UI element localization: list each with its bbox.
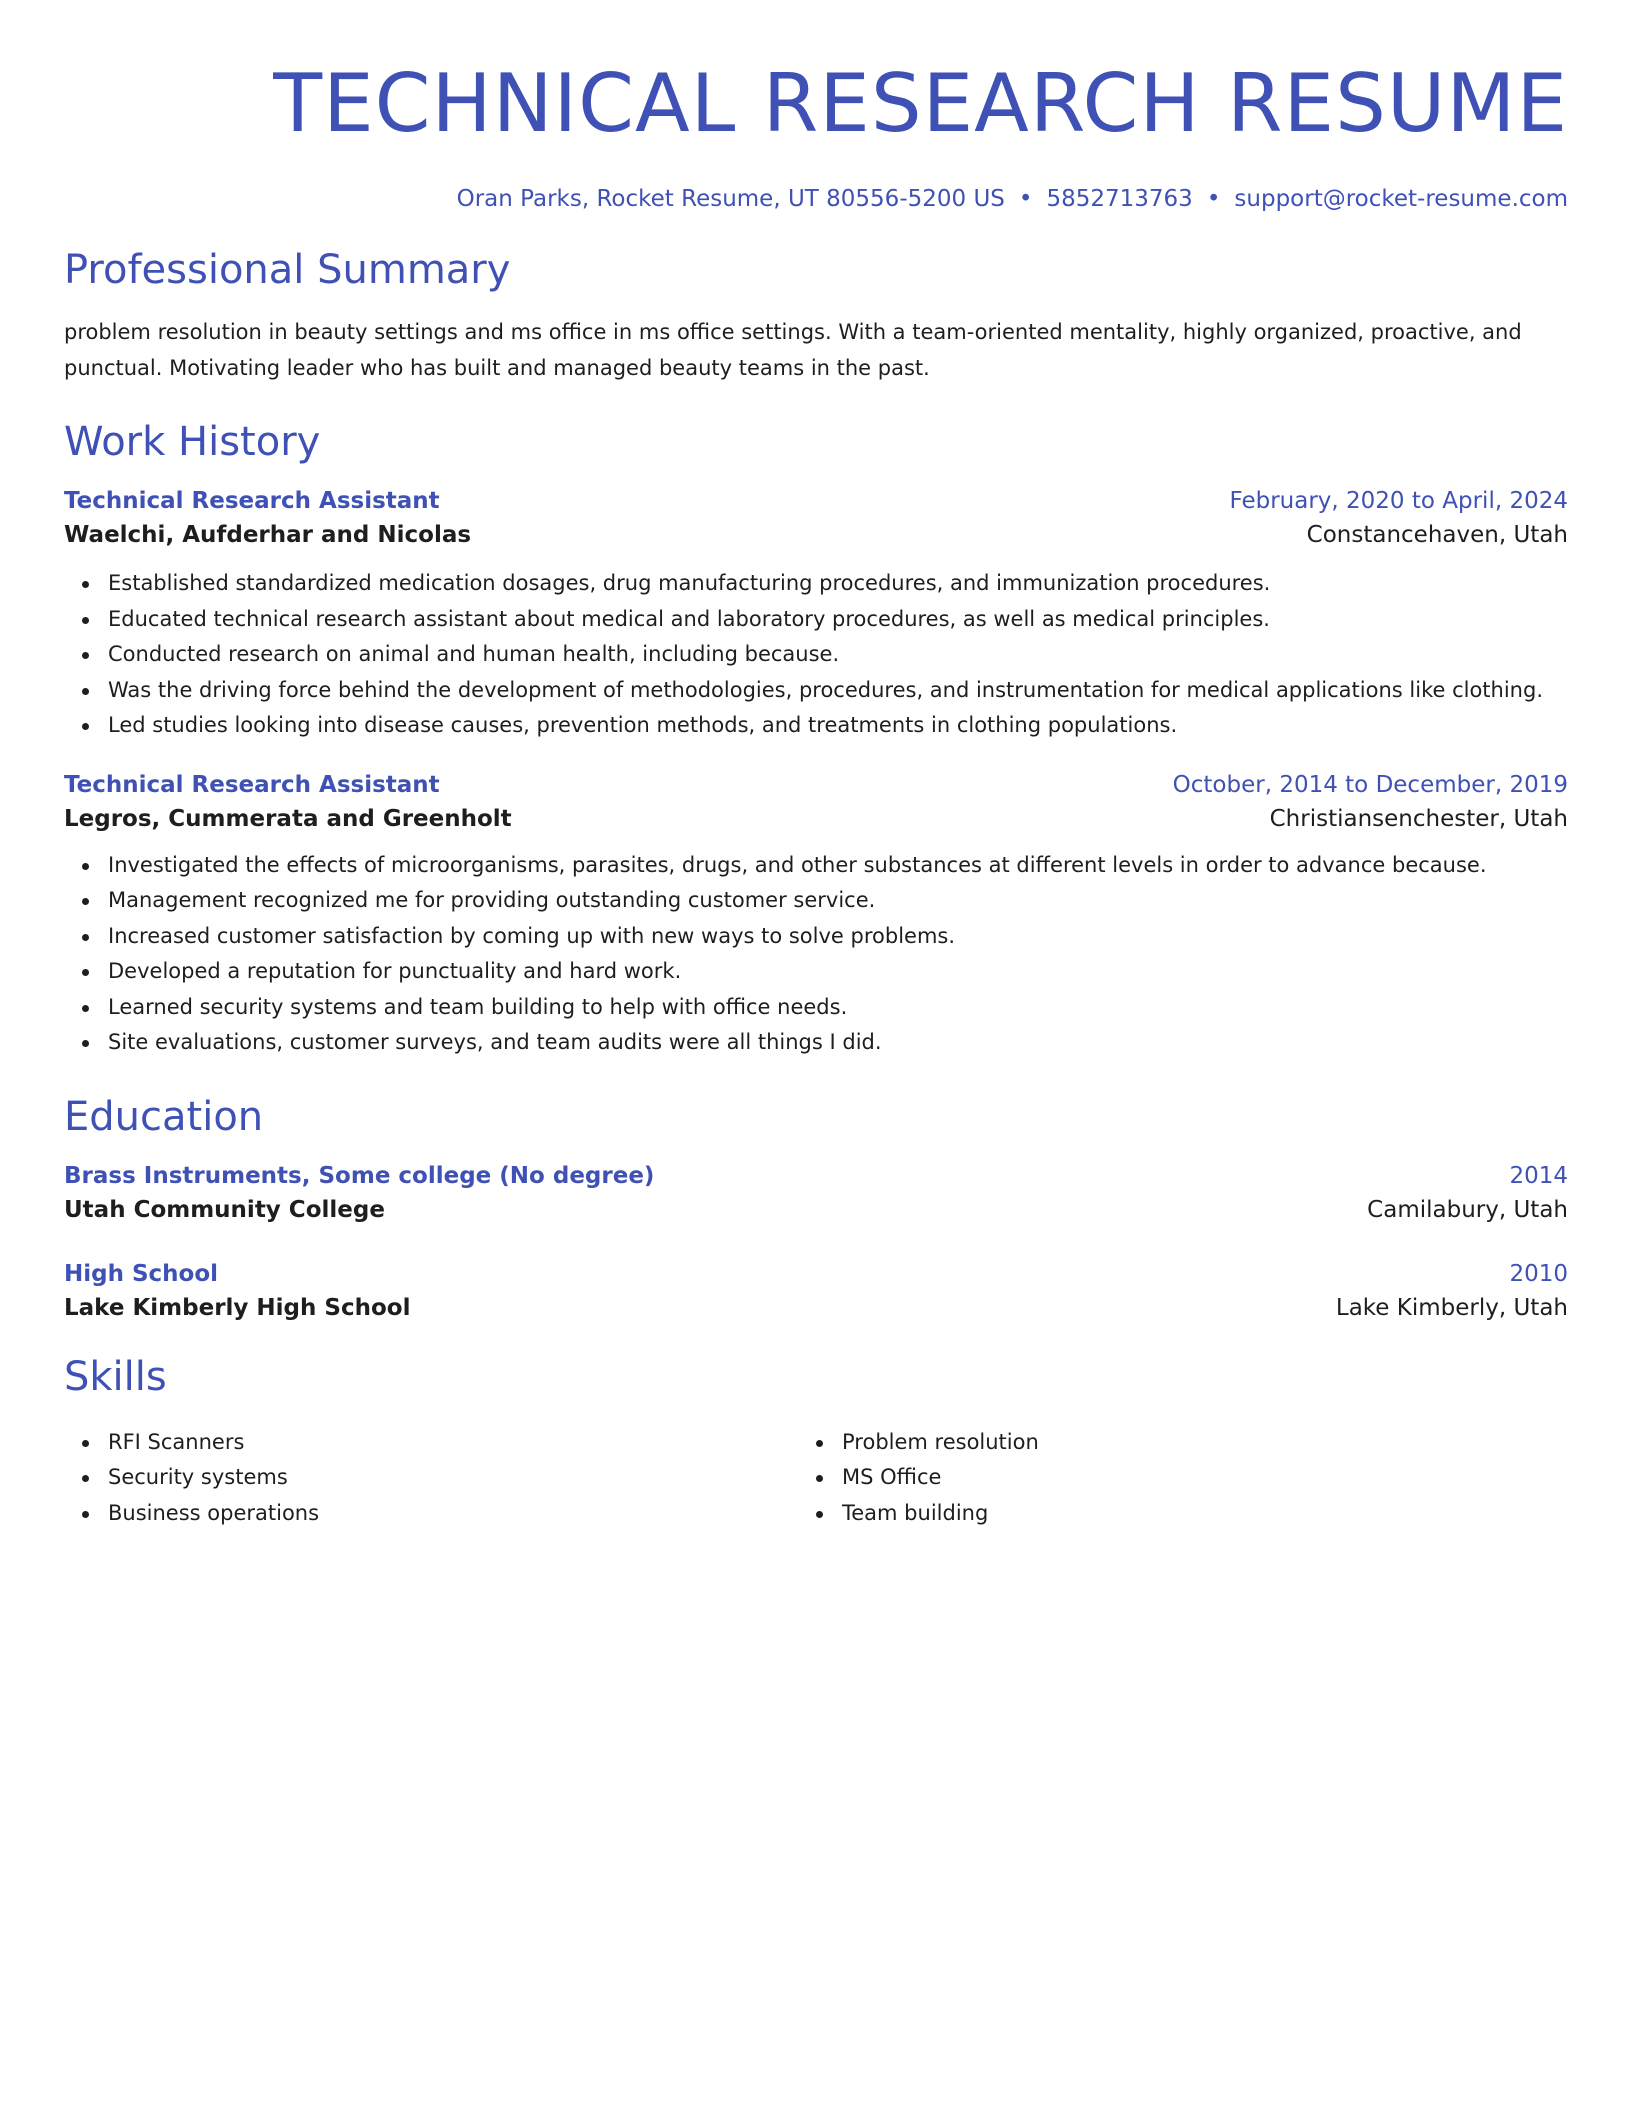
job-location: Constancehaven, Utah (1306, 522, 1568, 548)
job-dates: February, 2020 to April, 2024 (1229, 488, 1568, 514)
job-bullets (64, 566, 1568, 744)
contact-line (64, 184, 1568, 214)
contact-separator: • (1206, 186, 1221, 212)
contact-separator: • (1018, 186, 1033, 212)
skill-item: MS Office (842, 1460, 1532, 1496)
list-item: Developed a reputation for punctuality and hard work. (108, 954, 1568, 990)
education-school: Lake Kimberly High School (64, 1294, 411, 1321)
job-company: Waelchi, Aufderhar and Nicolas (64, 522, 472, 548)
job-title-row (64, 772, 1568, 798)
work-history-heading: Work History (64, 419, 321, 465)
skill-item: Team building (842, 1496, 1532, 1532)
education-entry (64, 1163, 1568, 1223)
education-degree-row (64, 1261, 1568, 1287)
list-item: Management recognized me for providing outstanding customer service. (108, 883, 1568, 919)
job-entry (64, 488, 1568, 744)
contact-address: Oran Parks, Rocket Resume, UT 80556-5200 US (456, 186, 1005, 212)
job-title-row (64, 488, 1568, 514)
list-item: Led studies looking into disease causes, prevention methods, and treatments in clothing populations. (108, 708, 1568, 744)
skills-list (64, 1425, 798, 1532)
skills-grid (64, 1425, 1568, 1532)
education-degree: High School (64, 1260, 219, 1287)
skill-item: Security systems (108, 1460, 798, 1496)
skills-heading: Skills (64, 1353, 167, 1400)
education-school-row (64, 1197, 1568, 1223)
job-company-row (64, 806, 1568, 832)
resume-title: TECHNICAL RESEARCH RESUME (273, 57, 1568, 150)
skill-item: Business operations (108, 1496, 798, 1532)
job-bullets (64, 848, 1568, 1061)
list-item: Educated technical research assistant about medical and laboratory procedures, as well as medical principles. (108, 602, 1568, 638)
list-item: Conducted research on animal and human health, including because. (108, 637, 1568, 673)
job-location: Christiansenchester, Utah (1269, 805, 1568, 832)
resume-header (64, 56, 1568, 214)
skill-item: RFI Scanners (108, 1425, 798, 1461)
contact-phone: 5852713763 (1046, 186, 1193, 212)
education-heading: Education (64, 1093, 264, 1140)
list-item: Was the driving force behind the development of methodologies, procedures, and instrumentation for medical applications like clothing. (108, 673, 1568, 709)
education-location: Lake Kimberly, Utah (1335, 1294, 1568, 1321)
education-year: 2010 (1509, 1260, 1568, 1287)
list-item: Established standardized medication dosages, drug manufacturing procedures, and immunization procedures. (108, 566, 1568, 602)
list-item: Site evaluations, customer surveys, and team audits were all things I did. (108, 1025, 1568, 1061)
job-title: Technical Research Assistant (64, 771, 440, 798)
education-section (64, 1091, 1568, 1321)
job-entry (64, 772, 1568, 1061)
education-school: Utah Community College (64, 1196, 385, 1223)
education-entry (64, 1261, 1568, 1321)
summary-heading: Professional Summary (64, 247, 511, 293)
job-dates: October, 2014 to December, 2019 (1172, 771, 1568, 798)
job-company: Legros, Cummerata and Greenholt (64, 805, 512, 832)
work-history-section (64, 416, 1568, 1061)
job-company-row (64, 522, 1568, 548)
contact-email: support@rocket-resume.com (1234, 186, 1568, 212)
job-title: Technical Research Assistant (64, 488, 440, 514)
list-item: Learned security systems and team building to help with office needs. (108, 990, 1568, 1026)
education-school-row (64, 1295, 1568, 1321)
summary-section (64, 244, 1568, 386)
skills-list (798, 1425, 1532, 1532)
education-location: Camilabury, Utah (1367, 1196, 1568, 1223)
education-degree-row (64, 1163, 1568, 1189)
list-item: Increased customer satisfaction by coming up with new ways to solve problems. (108, 919, 1568, 955)
skills-column-right (798, 1425, 1532, 1532)
education-degree: Brass Instruments, Some college (No degree) (64, 1162, 655, 1189)
skill-item: Problem resolution (842, 1425, 1532, 1461)
skills-section (64, 1351, 1568, 1532)
skills-column-left (64, 1425, 798, 1532)
list-item: Investigated the effects of microorganisms, parasites, drugs, and other substances at different levels in order to advance because. (108, 848, 1568, 884)
education-year: 2014 (1509, 1162, 1568, 1189)
summary-text: problem resolution in beauty settings and ms office in ms office settings. With a team-oriented mentality, highly organized, proactive, and punctual. Motivating leader who has built and managed beauty teams in the past. (64, 320, 1522, 380)
